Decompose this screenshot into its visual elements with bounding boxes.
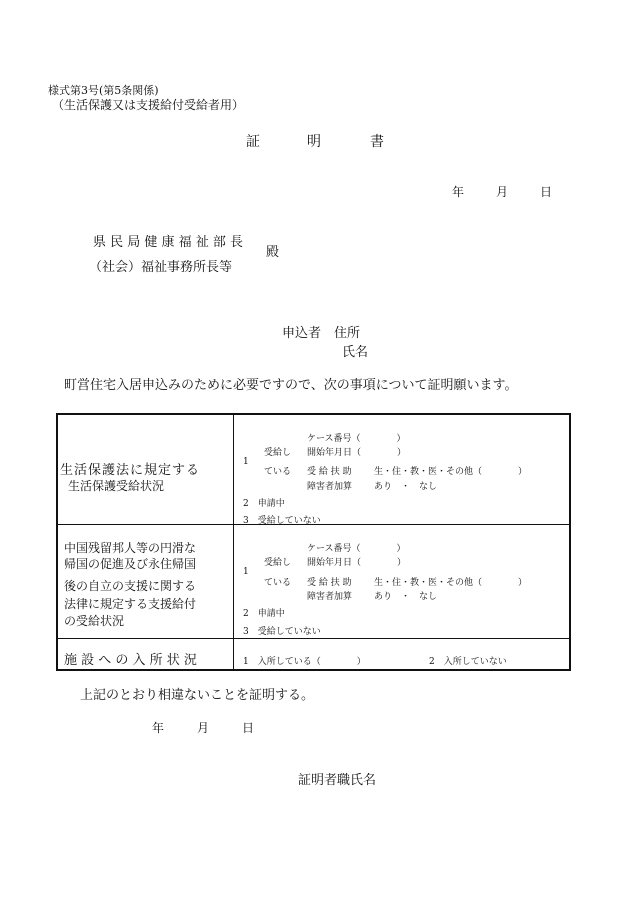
support-disability-options: あり ・ なし bbox=[374, 592, 438, 602]
welfare-disability-label: 障害者加算 bbox=[307, 482, 353, 492]
welfare-heading-line1: 生活保護法に規定する bbox=[60, 463, 201, 478]
support-aid-types: 生・住・教・医・その他（ ） bbox=[374, 578, 528, 588]
welfare-case-number: ケース番号（ ） bbox=[307, 434, 406, 444]
certifier-label: 証明者職氏名 bbox=[298, 773, 377, 788]
support-heading-line5: の受給状況 bbox=[64, 614, 125, 628]
welfare-aid-label: 受 給 扶 助 bbox=[307, 467, 352, 477]
support-option2: 2 申請中 bbox=[243, 609, 285, 619]
support-heading-line1: 中国残留邦人等の円滑な bbox=[64, 541, 197, 555]
support-teiru: ている bbox=[264, 578, 292, 588]
welfare-option2: 2 申請中 bbox=[243, 499, 285, 509]
support-heading-line2: 帰国の促進及び永住帰国 bbox=[64, 557, 197, 571]
certification-text: 上記のとおり相違ないことを証明する。 bbox=[80, 688, 315, 703]
facility-heading: 施 設 へ の 入 所 状 況 bbox=[64, 653, 197, 668]
support-start-date: 開始年月日（ ） bbox=[307, 558, 407, 568]
issue-date-month: 月 bbox=[496, 185, 509, 199]
title-char-2: 明 bbox=[307, 134, 321, 150]
form-subtitle: （生活保護又は支援給付受給者用） bbox=[52, 98, 245, 112]
form-number: 様式第3号(第5条関係) bbox=[48, 84, 159, 97]
issue-date-day: 日 bbox=[540, 185, 553, 199]
issue-date-year: 年 bbox=[452, 185, 465, 199]
applicant-address-label: 申込者 住所 bbox=[282, 326, 361, 341]
facility-option1: 1 入所している（ ） bbox=[243, 657, 366, 667]
support-heading-line4: 法律に規定する支援給付 bbox=[64, 597, 197, 611]
status-table bbox=[56, 413, 571, 671]
support-receiving: 受給し bbox=[264, 558, 292, 568]
table-row-divider-2 bbox=[58, 638, 569, 639]
support-aid-label: 受 給 扶 助 bbox=[307, 578, 352, 588]
certification-date-month: 月 bbox=[197, 721, 210, 735]
addressee-honorific: 殿 bbox=[266, 245, 280, 260]
title-char-3: 書 bbox=[370, 134, 384, 150]
certification-date-year: 年 bbox=[152, 721, 165, 735]
table-column-divider bbox=[233, 415, 234, 669]
welfare-teiru: ている bbox=[264, 467, 292, 477]
facility-option2: 2 入所していない bbox=[429, 657, 507, 667]
support-heading-line3: 後の自立の支援に関する bbox=[64, 579, 197, 593]
welfare-heading-line2: 生活保護受給状況 bbox=[68, 479, 165, 493]
support-disability-label: 障害者加算 bbox=[307, 592, 353, 602]
welfare-option3: 3 受給していない bbox=[243, 516, 321, 526]
support-option3: 3 受給していない bbox=[243, 627, 321, 637]
welfare-start-date: 開始年月日（ ） bbox=[307, 448, 407, 458]
welfare-option1-number: 1 bbox=[243, 457, 249, 467]
addressee-line2: （社会）福祉事務所長等 bbox=[89, 260, 233, 275]
welfare-disability-options: あり ・ なし bbox=[374, 482, 438, 492]
support-option1-number: 1 bbox=[243, 567, 249, 577]
welfare-aid-types: 生・住・教・医・その他（ ） bbox=[374, 467, 528, 477]
welfare-receiving: 受給し bbox=[264, 448, 292, 458]
support-case-number: ケース番号（ ） bbox=[307, 544, 406, 554]
certification-date-day: 日 bbox=[242, 721, 255, 735]
applicant-name-label: 氏名 bbox=[342, 345, 369, 360]
addressee-line1: 県 民 局 健 康 福 祉 部 長 bbox=[93, 235, 244, 250]
request-text: 町営住宅入居申込みのために必要ですので、次の事項について証明願います。 bbox=[64, 378, 518, 393]
title-char-1: 証 bbox=[246, 134, 260, 150]
